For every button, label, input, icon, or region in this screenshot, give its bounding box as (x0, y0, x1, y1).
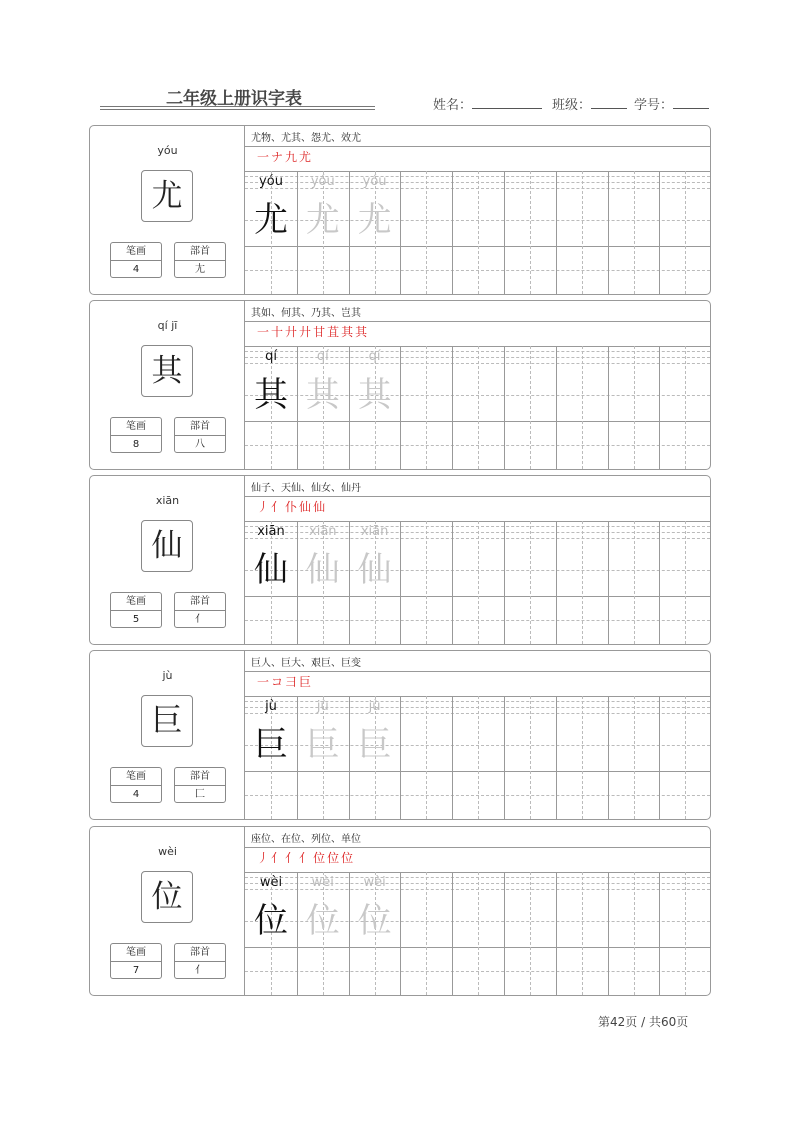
grid-column-dash (634, 171, 635, 294)
character-box: 尤 (141, 170, 193, 222)
practice-character[interactable]: 巨 (305, 725, 340, 765)
grid-column-line (659, 872, 660, 995)
grid-column-line (504, 872, 505, 995)
grid-column-dash (426, 171, 427, 294)
character-card (89, 125, 711, 295)
grid-column-line (504, 171, 505, 294)
stroke-count-label: 笔画 (111, 768, 161, 786)
radical-label: 部首 (175, 243, 225, 261)
grid-column-dash (478, 171, 479, 294)
grid-column-line (608, 346, 609, 469)
grid-column-dash (530, 346, 531, 469)
grid-column-line (556, 171, 557, 294)
grid-column-line (608, 872, 609, 995)
character-card (89, 826, 711, 996)
stroke-step: 位 (327, 851, 342, 865)
stroke-step: 其 (341, 325, 356, 339)
grid-column-dash (634, 696, 635, 819)
grid-column-dash (426, 872, 427, 995)
practice-character[interactable]: 位 (305, 901, 340, 941)
grid-column-dash (685, 346, 686, 469)
practice-character[interactable]: 尤 (254, 200, 288, 240)
stroke-step: ナ (271, 150, 286, 164)
grid-line (245, 146, 710, 147)
number-label: 学号： (634, 98, 674, 113)
stroke-step: 九 (285, 150, 300, 164)
title-underline (100, 109, 375, 110)
word-examples: 仙子、天仙、仙女、仙丹 (251, 483, 361, 494)
radical-value: 尢 (195, 264, 205, 275)
stroke-count-box (110, 242, 162, 278)
stroke-step: 廾 (299, 325, 314, 339)
grid-column-dash (685, 521, 686, 644)
grid-column-dash (426, 346, 427, 469)
grid-column-dash (478, 696, 479, 819)
grid-column-dash (582, 346, 583, 469)
grid-column-dash (530, 696, 531, 819)
practice-pinyin: xiān (309, 524, 337, 539)
name-label: 姓名： (433, 98, 473, 113)
grid-column-dash (634, 872, 635, 995)
radical-value: 八 (195, 439, 205, 450)
character-info-panel (90, 301, 245, 469)
practice-pinyin: wèi (259, 875, 283, 890)
number-field[interactable] (634, 94, 709, 113)
radical-value: 匚 (195, 789, 205, 800)
stroke-order (257, 148, 313, 165)
character-card (89, 475, 711, 645)
radical-box (174, 943, 226, 979)
grid-column-line (452, 872, 453, 995)
grid-column-line (504, 346, 505, 469)
stroke-count-value: 7 (132, 965, 140, 976)
character-box: 位 (141, 871, 193, 923)
stroke-step: 廾 (285, 325, 300, 339)
grid-column-line (504, 521, 505, 644)
practice-character[interactable]: 尤 (305, 200, 340, 240)
grid-line (245, 847, 710, 848)
stroke-count-value: 5 (132, 614, 140, 625)
character-info-panel (90, 476, 245, 644)
grid-column-line (608, 696, 609, 819)
character-info-panel (90, 126, 245, 294)
grid-column-line (659, 346, 660, 469)
grid-column-dash (685, 872, 686, 995)
character-box: 其 (141, 345, 193, 397)
grid-column-dash (478, 346, 479, 469)
practice-pinyin: qí (368, 349, 381, 364)
grid-column-dash (478, 872, 479, 995)
stroke-count-label: 笔画 (111, 243, 161, 261)
radical-box (174, 592, 226, 628)
word-examples: 座位、在位、列位、单位 (251, 834, 361, 845)
grid-column-dash (685, 696, 686, 819)
radical-value: 亻 (195, 965, 205, 976)
stroke-count-box (110, 592, 162, 628)
stroke-step: 亻 (299, 851, 314, 865)
grid-line (245, 321, 710, 322)
grid-column-dash (530, 171, 531, 294)
stroke-count-value: 4 (132, 264, 140, 275)
practice-pinyin: jù (265, 699, 277, 714)
grid-column-dash (685, 171, 686, 294)
grid-line (245, 496, 710, 497)
stroke-step: 十 (271, 325, 286, 339)
stroke-step: 位 (313, 851, 328, 865)
stroke-step: 仙 (313, 500, 328, 514)
practice-pinyin: xiān (360, 524, 389, 539)
stroke-step: 彐 (285, 675, 300, 689)
practice-character[interactable]: 位 (254, 901, 288, 941)
character-pinyin: wèi (158, 845, 177, 858)
name-blank[interactable] (472, 96, 542, 109)
radical-label: 部首 (175, 593, 225, 611)
character-box: 仙 (141, 520, 193, 572)
stroke-step: 巨 (299, 675, 314, 689)
page-number: 第42页 / 共60页 (598, 1015, 689, 1029)
radical-label: 部首 (175, 418, 225, 436)
grid-column-line (556, 346, 557, 469)
grid-column-line (608, 521, 609, 644)
radical-box (174, 417, 226, 453)
character-pinyin: jù (162, 669, 173, 682)
radical-label: 部首 (175, 944, 225, 962)
stroke-step: 甘 (313, 325, 328, 339)
practice-character[interactable]: 尤 (357, 200, 392, 240)
stroke-step: 苴 (327, 325, 342, 339)
stroke-step: 丿 (257, 851, 272, 865)
practice-pinyin: jù (368, 699, 381, 714)
radical-label: 部首 (175, 768, 225, 786)
grid-column-dash (582, 521, 583, 644)
page-title: 二年级上册识字表 (166, 89, 302, 109)
practice-pinyin: wèi (311, 875, 334, 890)
word-examples: 尤物、尤其、怨尤、效尤 (251, 133, 361, 144)
grid-line (245, 671, 710, 672)
grid-column-line (452, 346, 453, 469)
stroke-order (257, 849, 355, 866)
grid-column-line (659, 171, 660, 294)
stroke-step: 一 (257, 150, 272, 164)
stroke-step: 丿 (257, 500, 272, 514)
practice-character[interactable]: 其 (305, 375, 340, 415)
stroke-step: 亻 (271, 851, 286, 865)
stroke-count-label: 笔画 (111, 593, 161, 611)
stroke-count-label: 笔画 (111, 944, 161, 962)
grid-column-line (659, 696, 660, 819)
stroke-step: 亻 (271, 500, 286, 514)
radical-value: 亻 (195, 614, 205, 625)
grid-column-dash (582, 872, 583, 995)
practice-pinyin: wèi (363, 875, 386, 890)
stroke-step: コ (271, 675, 286, 689)
stroke-step: 仙 (299, 500, 314, 514)
character-info-panel (90, 651, 245, 819)
stroke-count-value: 4 (132, 789, 140, 800)
stroke-step: 一 (257, 325, 272, 339)
grid-column-line (452, 696, 453, 819)
grid-column-dash (426, 696, 427, 819)
practice-character[interactable]: 位 (357, 901, 392, 941)
stroke-count-box (110, 417, 162, 453)
practice-character[interactable]: 仙 (254, 550, 288, 590)
practice-pinyin: qí (265, 349, 277, 364)
character-box: 巨 (141, 695, 193, 747)
practice-character[interactable]: 仙 (305, 550, 340, 590)
grid-column-line (452, 171, 453, 294)
stroke-step: 尤 (299, 150, 314, 164)
grid-column-dash (530, 872, 531, 995)
stroke-step: 位 (341, 851, 356, 865)
stroke-step: 一 (257, 675, 272, 689)
practice-character[interactable]: 巨 (357, 725, 392, 765)
radical-box (174, 767, 226, 803)
grid-column-line (504, 696, 505, 819)
grid-column-line (659, 521, 660, 644)
practice-pinyin: yóu (362, 174, 387, 189)
grid-column-line (556, 696, 557, 819)
stroke-order (257, 673, 313, 690)
character-card (89, 650, 711, 820)
title-underline (100, 106, 375, 107)
character-pinyin: yóu (157, 144, 178, 157)
grid-column-dash (634, 346, 635, 469)
stroke-order (257, 323, 369, 340)
stroke-step: 其 (355, 325, 370, 339)
grid-column-dash (634, 521, 635, 644)
class-blank[interactable] (591, 96, 627, 109)
stroke-count-box (110, 767, 162, 803)
character-info-panel (90, 827, 245, 995)
practice-pinyin: yóu (310, 174, 335, 189)
grid-column-dash (426, 521, 427, 644)
grid-column-dash (478, 521, 479, 644)
grid-column-dash (530, 521, 531, 644)
grid-column-dash (582, 171, 583, 294)
practice-character[interactable]: 其 (357, 375, 392, 415)
grid-column-line (556, 872, 557, 995)
practice-character[interactable]: 仙 (357, 550, 392, 590)
practice-pinyin: qí (316, 349, 329, 364)
word-examples: 其如、何其、乃其、岂其 (251, 308, 361, 319)
practice-pinyin: yóu (259, 174, 283, 189)
practice-pinyin: xiān (257, 524, 285, 539)
character-card (89, 300, 711, 470)
practice-pinyin: jù (316, 699, 329, 714)
stroke-count-label: 笔画 (111, 418, 161, 436)
stroke-step: 仆 (285, 500, 300, 514)
radical-box (174, 242, 226, 278)
practice-character[interactable]: 其 (254, 375, 288, 415)
stroke-count-box (110, 943, 162, 979)
stroke-order (257, 498, 327, 515)
grid-column-line (452, 521, 453, 644)
name-field[interactable] (433, 94, 542, 113)
grid-column-dash (582, 696, 583, 819)
class-field[interactable] (552, 94, 627, 113)
grid-column-line (608, 171, 609, 294)
grid-column-line (556, 521, 557, 644)
practice-character[interactable]: 巨 (254, 725, 288, 765)
word-examples: 巨人、巨大、艰巨、巨变 (251, 658, 361, 669)
stroke-step: 亻 (285, 851, 300, 865)
stroke-count-value: 8 (132, 439, 140, 450)
character-pinyin: xiān (155, 494, 180, 507)
character-pinyin: qí jī (157, 319, 178, 332)
class-label: 班级： (552, 98, 592, 113)
number-blank[interactable] (673, 96, 709, 109)
